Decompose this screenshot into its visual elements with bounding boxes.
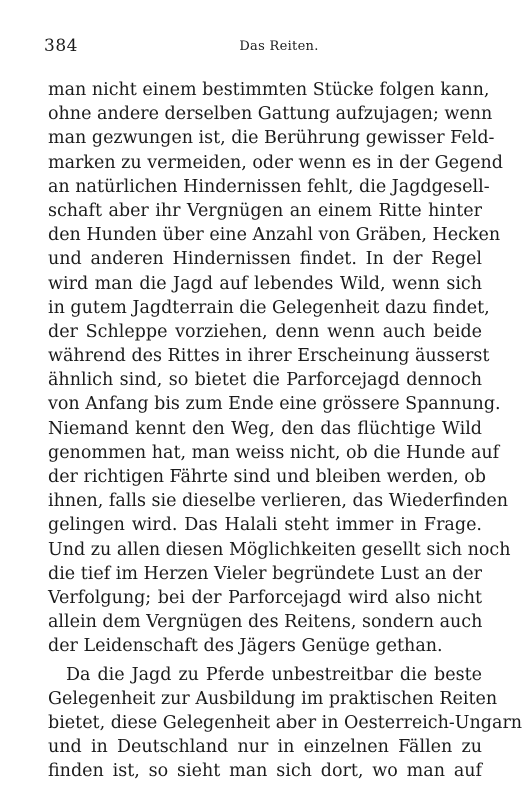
text-line: finden ist, so sieht man sich dort, wo man auf [48, 761, 482, 782]
text-line: Da die Jagd zu Pferde unbestreitbar die beste [66, 664, 482, 685]
text-line: wird man die Jagd auf lebendes Wild, wenn sich [48, 273, 482, 294]
text-line: der Schleppe vorziehen, denn wenn auch beide [48, 321, 482, 342]
text-line: Niemand kennt den Weg, den das flüchtige Wild [48, 418, 482, 439]
text-line: und anderen Hindernissen findet. In der Regel [48, 249, 482, 270]
text-line: allein dem Vergnügen des Reitens, sondern auch [48, 612, 483, 633]
text-line: ihnen, falls sie dieselbe verlieren, das Wiederfinden [48, 491, 509, 512]
paragraph-2 [48, 663, 523, 784]
text-line: der richtigen Fährte sind und bleiben werden, ob [48, 467, 486, 487]
text-line: bietet, diese Gelegenheit aber in Oesterreich-Ungarn [48, 712, 523, 733]
text-line: Verfolgung; bei der Parforcejagd wird also nicht [48, 587, 482, 608]
text-line: gelingen wird. Das Halali steht immer in Frage. [48, 515, 482, 536]
text-line: Gelegenheit zur Ausbildung im praktischen Reiten [48, 688, 498, 709]
text-line: und in Deutschland nur in einzelnen Fällen zu [48, 737, 482, 758]
text-line: während des Rittes in ihrer Erscheinung äusserst [48, 346, 490, 367]
text-line: Und zu allen diesen Möglichkeiten gesellt sich noch [48, 539, 511, 560]
page-header [44, 36, 484, 58]
text-line: marken zu vermeiden, oder wenn es in der Gegend [48, 152, 503, 173]
text-line: von Anfang bis zum Ende eine grössere Spannung. [48, 394, 501, 415]
text-line: schaft aber ihr Vergnügen an einem Ritte hinter [48, 200, 482, 221]
paragraph-1 [48, 78, 511, 659]
body-text [48, 78, 523, 783]
text-line: an natürlichen Hindernissen fehlt, die Jagdgesell- [48, 176, 490, 197]
text-line: man nicht einem bestimmten Stücke folgen kann, [48, 80, 490, 100]
text-line: in gutem Jagdterrain die Gelegenheit dazu findet, [48, 297, 490, 318]
text-line: den Hunden über eine Anzahl von Gräben, Hecken [48, 225, 501, 246]
running-head: Das Reiten. [239, 39, 319, 54]
text-line: die tief im Herzen Vieler begründete Lust an der [48, 563, 482, 584]
text-line: ohne andere derselben Gattung aufzujagen; wenn [48, 104, 493, 125]
text-line: genommen hat, man weiss nicht, ob die Hunde auf [48, 442, 500, 463]
page-number: 384 [44, 36, 78, 56]
text-line: ähnlich sind, so bietet die Parforcejagd dennoch [48, 370, 482, 391]
text-line: der Leidenschaft des Jägers Genüge gethan. [48, 636, 443, 657]
text-line: man gezwungen ist, die Berührung gewisser Feld- [48, 128, 495, 149]
